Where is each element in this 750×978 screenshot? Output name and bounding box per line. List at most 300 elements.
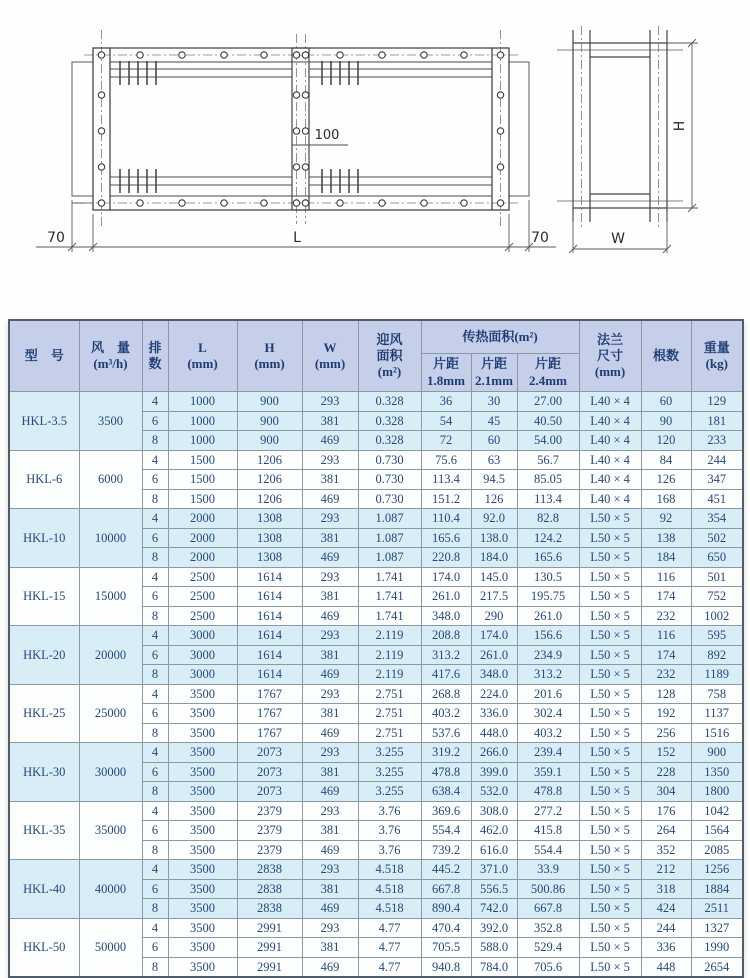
col-header-pitch-21 xyxy=(471,354,517,392)
spec-cell: 3500 xyxy=(168,801,237,821)
spec-cell: 1767 xyxy=(237,684,302,704)
spec-row xyxy=(9,626,743,646)
spec-cell: 3500 xyxy=(168,704,237,724)
spec-cell: L50 × 5 xyxy=(579,626,641,646)
spec-cell: L50 × 5 xyxy=(579,801,641,821)
spec-cell: 165.6 xyxy=(421,528,471,548)
spec-cell: 890.4 xyxy=(421,899,471,919)
spec-cell: 232 xyxy=(641,665,691,685)
spec-cell: 752 xyxy=(691,587,743,607)
spec-cell: 359.1 xyxy=(517,762,579,782)
spec-cell: 588.0 xyxy=(471,938,517,958)
spec-row xyxy=(9,860,743,880)
spec-cell: 6 xyxy=(142,645,168,665)
spec-cell: 1189 xyxy=(691,665,743,685)
spec-cell: 2500 xyxy=(168,587,237,607)
spec-cell: 336.0 xyxy=(471,704,517,724)
spec-cell: 3.255 xyxy=(358,762,421,782)
spec-cell: 1767 xyxy=(237,704,302,724)
spec-cell: 2073 xyxy=(237,743,302,763)
col-header-pitch-18-line2: 1.8mm xyxy=(427,372,465,388)
spec-cell: 667.8 xyxy=(517,899,579,919)
spec-cell: 470.4 xyxy=(421,918,471,938)
spec-cell: 638.4 xyxy=(421,782,471,802)
spec-cell: 2.119 xyxy=(358,645,421,665)
spec-cell: 234.9 xyxy=(517,645,579,665)
spec-cell: 556.5 xyxy=(471,879,517,899)
airflow-cell: 35000 xyxy=(79,801,142,860)
spec-cell: 469 xyxy=(302,782,358,802)
spec-cell: 192 xyxy=(641,704,691,724)
spec-cell: 1.741 xyxy=(358,606,421,626)
spec-cell: 72 xyxy=(421,431,471,451)
airflow-cell: 20000 xyxy=(79,626,142,685)
technical-drawing xyxy=(0,0,750,300)
spec-cell: 40.50 xyxy=(517,411,579,431)
dim-70-right-label: 70 xyxy=(531,230,549,246)
spec-cell: L50 × 5 xyxy=(579,743,641,763)
spec-cell: L50 × 5 xyxy=(579,840,641,860)
spec-cell: 1516 xyxy=(691,723,743,743)
spec-cell: L40 × 4 xyxy=(579,489,641,509)
spec-cell: 84 xyxy=(641,450,691,470)
spec-cell: 1308 xyxy=(237,548,302,568)
spec-cell: 381 xyxy=(302,587,358,607)
spec-cell: 1042 xyxy=(691,801,743,821)
spec-cell: 54.00 xyxy=(517,431,579,451)
spec-cell: 451 xyxy=(691,489,743,509)
spec-cell: 742.0 xyxy=(471,899,517,919)
spec-cell: 6 xyxy=(142,938,168,958)
col-header-model: 型 号 xyxy=(9,320,79,392)
col-header-pitch-24-line1: 片距 xyxy=(535,356,562,372)
spec-cell: 220.8 xyxy=(421,548,471,568)
spec-cell: 469 xyxy=(302,606,358,626)
spec-cell: 184.0 xyxy=(471,548,517,568)
spec-cell: 2379 xyxy=(237,840,302,860)
spec-cell: 217.5 xyxy=(471,587,517,607)
spec-cell: 208.8 xyxy=(421,626,471,646)
spec-cell: 2.751 xyxy=(358,723,421,743)
spec-cell: 293 xyxy=(302,626,358,646)
spec-cell: 2838 xyxy=(237,899,302,919)
spec-cell: 4.518 xyxy=(358,860,421,880)
model-cell: HKL-3.5 xyxy=(9,392,79,451)
spec-cell: 1614 xyxy=(237,665,302,685)
spec-cell: 1884 xyxy=(691,879,743,899)
spec-cell: 1206 xyxy=(237,470,302,490)
spec-cell: 758 xyxy=(691,684,743,704)
spec-cell: 94.5 xyxy=(471,470,517,490)
spec-cell: 1256 xyxy=(691,860,743,880)
spec-cell: 369.6 xyxy=(421,801,471,821)
airflow-cell: 15000 xyxy=(79,567,142,626)
spec-cell: 3500 xyxy=(168,879,237,899)
col-header-pitch-21-line1: 片距 xyxy=(480,356,507,372)
spec-cell: L50 × 5 xyxy=(579,860,641,880)
spec-cell: 4 xyxy=(142,567,168,587)
col-header-face-area xyxy=(358,320,421,392)
spec-cell: 126 xyxy=(471,489,517,509)
spec-cell: 4.518 xyxy=(358,899,421,919)
spec-cell: 336 xyxy=(641,938,691,958)
spec-cell: 128 xyxy=(641,684,691,704)
spec-cell: 8 xyxy=(142,840,168,860)
spec-cell: 165.6 xyxy=(517,548,579,568)
spec-row xyxy=(9,918,743,938)
spec-cell: 6 xyxy=(142,704,168,724)
spec-cell: 60 xyxy=(471,431,517,451)
spec-cell: 293 xyxy=(302,743,358,763)
spec-cell: 4 xyxy=(142,509,168,529)
spec-cell: 168 xyxy=(641,489,691,509)
spec-cell: 6 xyxy=(142,762,168,782)
spec-cell: 8 xyxy=(142,548,168,568)
spec-cell: 6 xyxy=(142,470,168,490)
spec-cell: 318 xyxy=(641,879,691,899)
spec-cell: 0.730 xyxy=(358,450,421,470)
spec-cell: 156.6 xyxy=(517,626,579,646)
col-header-rows-line2: 数 xyxy=(148,356,162,371)
spec-cell: 502 xyxy=(691,528,743,548)
col-header-rows-line1: 排 xyxy=(148,339,162,355)
spec-cell: 381 xyxy=(302,762,358,782)
model-cell: HKL-50 xyxy=(9,918,79,977)
col-header-L-line1: L xyxy=(198,339,207,355)
col-header-weight-line2: (kg) xyxy=(705,356,728,371)
spec-cell: 184 xyxy=(641,548,691,568)
dim-H-label: H xyxy=(672,120,688,132)
spec-cell: 1767 xyxy=(237,723,302,743)
spec-row xyxy=(9,392,743,412)
spec-cell: 1614 xyxy=(237,645,302,665)
spec-cell: 3500 xyxy=(168,840,237,860)
spec-cell: 151.2 xyxy=(421,489,471,509)
spec-cell: 1564 xyxy=(691,821,743,841)
col-header-L-line2: (mm) xyxy=(187,356,218,371)
spec-cell: 56.7 xyxy=(517,450,579,470)
model-cell: HKL-40 xyxy=(9,860,79,919)
spec-cell: 277.2 xyxy=(517,801,579,821)
dim-70-left-label: 70 xyxy=(47,230,65,246)
spec-cell: 900 xyxy=(237,431,302,451)
spec-cell: 900 xyxy=(691,743,743,763)
spec-cell: 244 xyxy=(691,450,743,470)
col-header-weight xyxy=(691,320,743,392)
spec-cell: 120 xyxy=(641,431,691,451)
spec-cell: 174 xyxy=(641,645,691,665)
spec-cell: L50 × 5 xyxy=(579,587,641,607)
spec-cell: 354 xyxy=(691,509,743,529)
bolt-holes xyxy=(98,52,503,206)
spec-cell: 113.4 xyxy=(517,489,579,509)
col-header-count: 根数 xyxy=(641,320,691,392)
spec-cell: 2991 xyxy=(237,957,302,977)
spec-cell: 2073 xyxy=(237,762,302,782)
spec-cell: 469 xyxy=(302,665,358,685)
spec-cell: 313.2 xyxy=(517,665,579,685)
spec-cell: 445.2 xyxy=(421,860,471,880)
spec-cell: L40 × 4 xyxy=(579,431,641,451)
spec-cell: 60 xyxy=(641,392,691,412)
spec-cell: 2511 xyxy=(691,899,743,919)
col-header-H-line1: H xyxy=(264,339,275,355)
spec-cell: 501 xyxy=(691,567,743,587)
spec-cell: 352 xyxy=(641,840,691,860)
spec-cell: L50 × 5 xyxy=(579,899,641,919)
spec-cell: 347 xyxy=(691,470,743,490)
spec-cell: 448 xyxy=(641,957,691,977)
dim-W-label: W xyxy=(611,231,625,247)
spec-cell: 3.255 xyxy=(358,743,421,763)
spec-cell: 900 xyxy=(237,392,302,412)
spec-cell: L40 × 4 xyxy=(579,470,641,490)
spec-cell: 2000 xyxy=(168,509,237,529)
spec-cell: 266.0 xyxy=(471,743,517,763)
spec-cell: 90 xyxy=(641,411,691,431)
spec-cell: 469 xyxy=(302,840,358,860)
spec-cell: 739.2 xyxy=(421,840,471,860)
spec-cell: 595 xyxy=(691,626,743,646)
spec-cell: L50 × 5 xyxy=(579,704,641,724)
spec-cell: 152 xyxy=(641,743,691,763)
spec-cell: 3500 xyxy=(168,860,237,880)
spec-cell: 2000 xyxy=(168,548,237,568)
spec-cell: 3500 xyxy=(168,899,237,919)
spec-cell: 6 xyxy=(142,411,168,431)
col-header-rows xyxy=(142,320,168,392)
spec-cell: 3000 xyxy=(168,626,237,646)
spec-cell: 0.730 xyxy=(358,489,421,509)
spec-cell: 2500 xyxy=(168,567,237,587)
spec-cell: 371.0 xyxy=(471,860,517,880)
spec-cell: 4 xyxy=(142,860,168,880)
spec-cell: 381 xyxy=(302,704,358,724)
spec-cell: 6 xyxy=(142,587,168,607)
spec-cell: 212 xyxy=(641,860,691,880)
spec-cell: 261.0 xyxy=(421,587,471,607)
spec-cell: 3500 xyxy=(168,782,237,802)
spec-cell: 348.0 xyxy=(471,665,517,685)
spec-cell: L50 × 5 xyxy=(579,938,641,958)
spec-cell: 33.9 xyxy=(517,860,579,880)
spec-cell: 381 xyxy=(302,645,358,665)
spec-cell: 4 xyxy=(142,801,168,821)
spec-cell: 239.4 xyxy=(517,743,579,763)
spec-cell: 4 xyxy=(142,626,168,646)
spec-cell: 1.741 xyxy=(358,587,421,607)
col-header-W-line2: (mm) xyxy=(314,356,346,371)
spec-cell: 3500 xyxy=(168,821,237,841)
spec-cell: 130.5 xyxy=(517,567,579,587)
spec-cell: 532.0 xyxy=(471,782,517,802)
spec-cell: 381 xyxy=(302,821,358,841)
spec-cell: 1614 xyxy=(237,606,302,626)
spec-cell: 233 xyxy=(691,431,743,451)
spec-cell: 381 xyxy=(302,938,358,958)
spec-cell: 2991 xyxy=(237,938,302,958)
spec-cell: 1000 xyxy=(168,431,237,451)
spec-cell: L40 × 4 xyxy=(579,411,641,431)
spec-cell: L50 × 5 xyxy=(579,957,641,977)
spec-cell: L50 × 5 xyxy=(579,723,641,743)
spec-cell: 705.6 xyxy=(517,957,579,977)
spec-cell: 293 xyxy=(302,509,358,529)
spec-cell: 667.8 xyxy=(421,879,471,899)
spec-cell: 264 xyxy=(641,821,691,841)
col-header-face-area-line3: (m²) xyxy=(377,364,402,380)
spec-cell: 1308 xyxy=(237,528,302,548)
spec-cell: 75.6 xyxy=(421,450,471,470)
spec-cell: 36 xyxy=(421,392,471,412)
col-header-H-line2: (mm) xyxy=(254,356,285,371)
spec-cell: 3.76 xyxy=(358,821,421,841)
col-header-face-area-line2: 面积 xyxy=(376,347,403,363)
airflow-cell: 6000 xyxy=(79,450,142,509)
model-cell: HKL-15 xyxy=(9,567,79,626)
spec-cell: 3.76 xyxy=(358,801,421,821)
spec-cell: L50 × 5 xyxy=(579,509,641,529)
spec-cell: 1000 xyxy=(168,411,237,431)
spec-cell: 3500 xyxy=(168,762,237,782)
spec-cell: 3000 xyxy=(168,665,237,685)
model-cell: HKL-10 xyxy=(9,509,79,568)
spec-cell: 2379 xyxy=(237,801,302,821)
spec-row xyxy=(9,801,743,821)
spec-row xyxy=(9,743,743,763)
airflow-cell: 25000 xyxy=(79,684,142,743)
spec-cell: 126 xyxy=(641,470,691,490)
spec-cell: 45 xyxy=(471,411,517,431)
spec-cell: 1002 xyxy=(691,606,743,626)
spec-cell: 1000 xyxy=(168,392,237,412)
spec-cell: 4 xyxy=(142,450,168,470)
spec-cell: 174.0 xyxy=(421,567,471,587)
spec-cell: 1500 xyxy=(168,470,237,490)
col-header-pitch-21-line2: 2.1mm xyxy=(475,372,513,388)
spec-cell: 27.00 xyxy=(517,392,579,412)
spec-cell: 705.5 xyxy=(421,938,471,958)
spec-cell: 63 xyxy=(471,450,517,470)
spec-cell: 54 xyxy=(421,411,471,431)
spec-cell: 308.0 xyxy=(471,801,517,821)
spec-cell: 554.4 xyxy=(517,840,579,860)
spec-cell: 352.8 xyxy=(517,918,579,938)
spec-cell: 293 xyxy=(302,392,358,412)
spec-cell: 8 xyxy=(142,723,168,743)
spec-cell: 1350 xyxy=(691,762,743,782)
spec-row xyxy=(9,509,743,529)
col-header-airflow xyxy=(79,320,142,392)
spec-cell: 85.05 xyxy=(517,470,579,490)
spec-cell: 261.0 xyxy=(471,645,517,665)
spec-cell: 319.2 xyxy=(421,743,471,763)
col-header-pitch-24 xyxy=(517,354,579,392)
spec-cell: 4 xyxy=(142,392,168,412)
spec-cell: 424 xyxy=(641,899,691,919)
spec-cell: L50 × 5 xyxy=(579,762,641,782)
spec-cell: 940.8 xyxy=(421,957,471,977)
spec-cell: L50 × 5 xyxy=(579,879,641,899)
spec-cell: 3500 xyxy=(168,938,237,958)
spec-cell: 313.2 xyxy=(421,645,471,665)
spec-cell: 138 xyxy=(641,528,691,548)
spec-cell: 2500 xyxy=(168,606,237,626)
spec-cell: 469 xyxy=(302,489,358,509)
spec-cell: 448.0 xyxy=(471,723,517,743)
spec-cell: 2073 xyxy=(237,782,302,802)
spec-cell: 293 xyxy=(302,918,358,938)
airflow-cell: 3500 xyxy=(79,392,142,451)
spec-cell: 2991 xyxy=(237,918,302,938)
spec-cell: 195.75 xyxy=(517,587,579,607)
spec-cell: 2838 xyxy=(237,879,302,899)
spec-cell: 92 xyxy=(641,509,691,529)
col-header-face-area-line1: 迎风 xyxy=(376,331,403,347)
spec-cell: 8 xyxy=(142,782,168,802)
col-header-flange-line1: 法兰 xyxy=(597,331,624,347)
airflow-cell: 50000 xyxy=(79,918,142,977)
spec-cell: 417.6 xyxy=(421,665,471,685)
spec-cell: 8 xyxy=(142,899,168,919)
spec-cell: 6 xyxy=(142,821,168,841)
spec-cell: 113.4 xyxy=(421,470,471,490)
spec-cell: 478.8 xyxy=(517,782,579,802)
spec-cell: 0.328 xyxy=(358,431,421,451)
col-header-H xyxy=(237,320,302,392)
spec-cell: 174 xyxy=(641,587,691,607)
spec-cell: 3.255 xyxy=(358,782,421,802)
spec-cell: L50 × 5 xyxy=(579,567,641,587)
spec-cell: 293 xyxy=(302,450,358,470)
spec-cell: 1308 xyxy=(237,509,302,529)
spec-cell: 293 xyxy=(302,567,358,587)
spec-cell: 4 xyxy=(142,918,168,938)
spec-cell: 500.86 xyxy=(517,879,579,899)
spec-cell: 201.6 xyxy=(517,684,579,704)
spec-cell: 3500 xyxy=(168,743,237,763)
spec-cell: 302.4 xyxy=(517,704,579,724)
spec-cell: 1.087 xyxy=(358,548,421,568)
spec-cell: 8 xyxy=(142,431,168,451)
spec-cell: 348.0 xyxy=(421,606,471,626)
model-cell: HKL-20 xyxy=(9,626,79,685)
spec-cell: 1.087 xyxy=(358,509,421,529)
spec-row xyxy=(9,684,743,704)
spec-cell: 174.0 xyxy=(471,626,517,646)
spec-cell: 138.0 xyxy=(471,528,517,548)
spec-cell: 784.0 xyxy=(471,957,517,977)
spec-table xyxy=(8,319,744,978)
spec-cell: L50 × 5 xyxy=(579,645,641,665)
spec-cell: 469 xyxy=(302,723,358,743)
spec-cell: 469 xyxy=(302,957,358,977)
spec-cell: 293 xyxy=(302,684,358,704)
spec-cell: 1800 xyxy=(691,782,743,802)
model-cell: HKL-30 xyxy=(9,743,79,802)
spec-cell: 30 xyxy=(471,392,517,412)
spec-cell: 478.8 xyxy=(421,762,471,782)
spec-cell: 3500 xyxy=(168,723,237,743)
spec-cell: 650 xyxy=(691,548,743,568)
spec-cell: 403.2 xyxy=(421,704,471,724)
spec-cell: 2654 xyxy=(691,957,743,977)
col-header-pitch-24-line2: 2.4mm xyxy=(529,372,567,388)
spec-cell: 2.119 xyxy=(358,665,421,685)
spec-cell: 381 xyxy=(302,411,358,431)
spec-cell: 4 xyxy=(142,684,168,704)
spec-cell: 8 xyxy=(142,606,168,626)
